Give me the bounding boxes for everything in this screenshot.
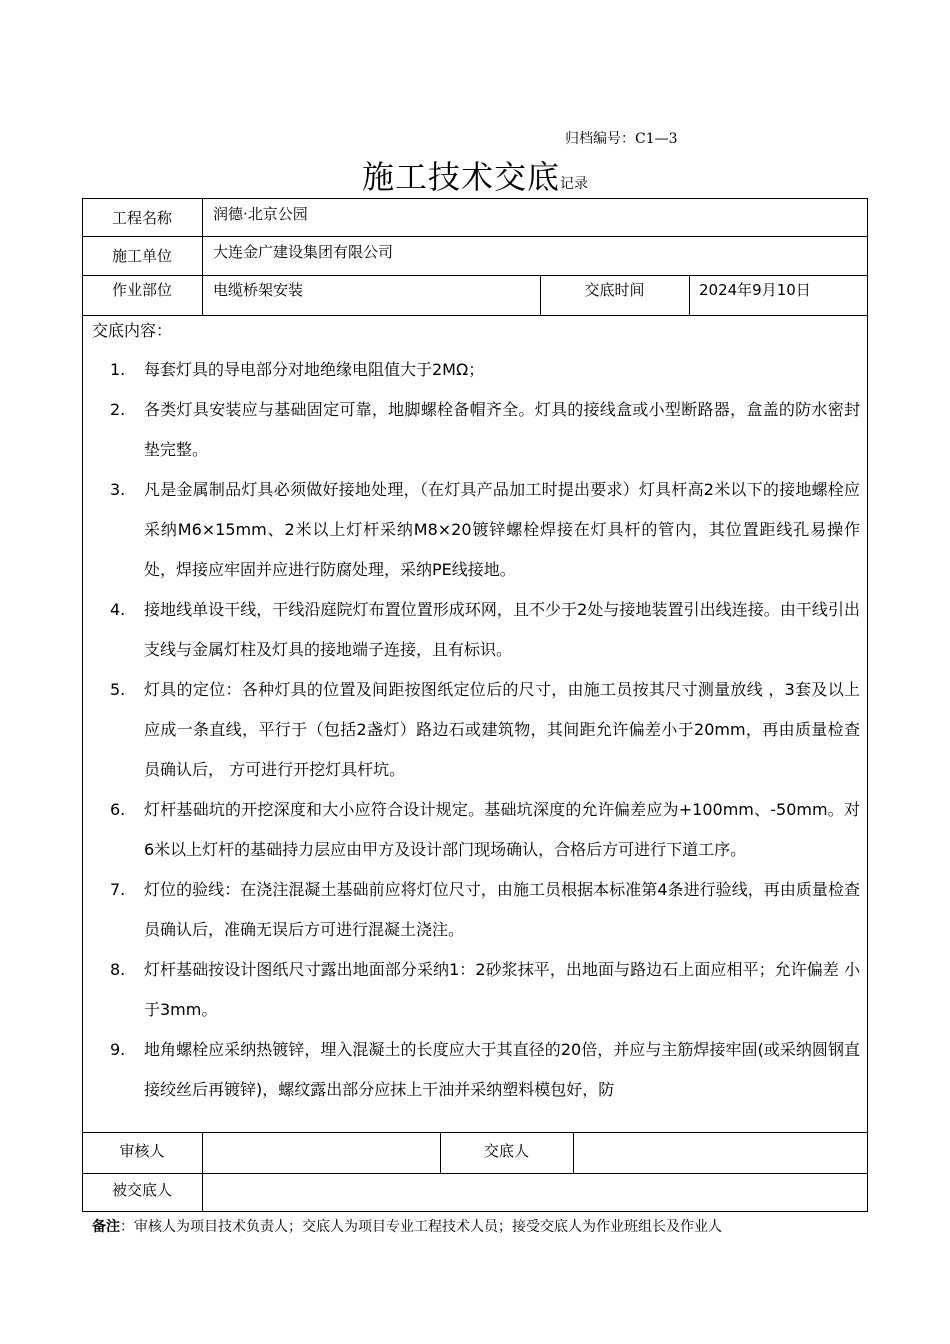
item-text: 地角螺栓应采纳热镀锌，埋入混凝土的长度应大于其直径的20倍，并应与主筋焊接牢固(或采纳圆钢直接绞丝后再镀锌)，螺纹露出部分应抹上干油并采纳塑料模包好，防 [144, 1040, 860, 1099]
recipient-label: 被交底人 [111, 1181, 172, 1199]
reviewer-label: 审核人 [119, 1142, 165, 1160]
list-item [82, 1030, 868, 1110]
col-divider [202, 198, 203, 316]
item-number: 3. [110, 480, 126, 499]
col-divider [202, 1132, 203, 1212]
list-item [82, 390, 868, 470]
discloser-label: 交底人 [483, 1142, 529, 1160]
item-text: 每套灯具的导电部分对地绝缘电阻值大于2MΩ； [144, 360, 485, 379]
item-number: 7. [110, 880, 126, 899]
note-label: 备注 [92, 1219, 120, 1235]
row-divider [82, 275, 868, 276]
title-suffix: 记录 [560, 176, 588, 192]
item-text: 灯位的验线：在浇注混凝土基础前应将灯位尺寸，由施工员根据本标准第4条进行验线，再由质量检查员确认后，准确无误后方可进行混凝土浇注。 [144, 880, 860, 939]
footnote [92, 1216, 722, 1236]
work-area-value[interactable]: 电缆桥架安装 [213, 281, 304, 299]
item-number: 8. [110, 960, 126, 979]
item-text: 灯杆基础坑的开挖深度和大小应符合设计规定。基础坑深度的允许偏差应为+100mm、-50mm。对6米以上灯杆的基础持力层应由甲方及设计部门现场确认，合格后方可进行下道工序。 [144, 800, 860, 859]
item-number: 5. [110, 680, 126, 699]
item-text: 灯杆基础按设计图纸尺寸露出地面部分采纳1：2砂浆抹平，出地面与路边石上面应相平；允许偏差 小于3mm。 [144, 960, 860, 1019]
project-name-value[interactable]: 润德·北京公园 [213, 205, 308, 223]
row-divider [82, 1173, 868, 1174]
disclosure-content [82, 316, 868, 1130]
item-number: 6. [110, 800, 126, 819]
list-item [82, 590, 868, 670]
contractor-value[interactable]: 大连金广建设集团有限公司 [213, 243, 394, 261]
date-value[interactable]: 2024年9月10日 [699, 281, 811, 299]
page-title [0, 152, 950, 198]
row-divider [82, 236, 868, 237]
project-name-label: 工程名称 [111, 209, 172, 227]
item-number: 9. [110, 1040, 126, 1059]
list-item [82, 350, 868, 390]
col-divider [573, 1132, 574, 1174]
list-item [82, 470, 868, 590]
note-text: ：审核人为项目技术负责人；交底人为项目专业工程技术人员；接受交底人为作业班组长及作业人 [120, 1219, 722, 1235]
content-label: 交底内容： [92, 321, 173, 340]
title-main: 施工技术交底 [361, 158, 560, 196]
col-divider [689, 275, 690, 316]
list-item [82, 670, 868, 790]
work-area-label: 作业部位 [111, 281, 172, 299]
item-number: 4. [110, 600, 126, 619]
row-divider [82, 1132, 868, 1133]
item-list [82, 350, 868, 1110]
item-number: 2. [110, 400, 126, 419]
item-text: 接地线单设干线，干线沿庭院灯布置位置形成环网，且不少于2处与接地装置引出线连接。由干线引出支线与金属灯柱及灯具的接地端子连接，且有标识。 [144, 600, 860, 659]
archive-number [565, 128, 678, 148]
item-number: 1. [110, 360, 126, 379]
archive-value: C1—3 [635, 131, 678, 147]
item-text: 灯具的定位：各种灯具的位置及间距按图纸定位后的尺寸，由施工员按其尺寸测量放线 ，3套及以上应成一条直线，平行于（包括2盏灯）路边石或建筑物，其间距允许偏差小于20mm，再由质量检查员确认后， 方可进行开挖灯具杆坑。 [144, 680, 860, 779]
item-text: 各类灯具安装应与基础固定可靠，地脚螺栓备帽齐全。灯具的接线盒或小型断路器，盒盖的防水密封垫完整。 [144, 400, 860, 459]
list-item [82, 790, 868, 870]
date-label: 交底时间 [584, 281, 645, 299]
list-item [82, 950, 868, 1030]
item-text: 凡是金属制品灯具必须做好接地处理，（在灯具产品加工时提出要求）灯具杆高2米以下的接地螺栓应采纳M6×15mm、2米以上灯杆采纳M8×20镀锌螺栓焊接在灯具杆的管内，其位置距线孔易操作处，焊接应牢固并应进行防腐处理，采纳PE线接地。 [144, 480, 860, 579]
archive-label: 归档编号： [565, 131, 635, 147]
contractor-label: 施工单位 [111, 247, 172, 265]
list-item [82, 870, 868, 950]
